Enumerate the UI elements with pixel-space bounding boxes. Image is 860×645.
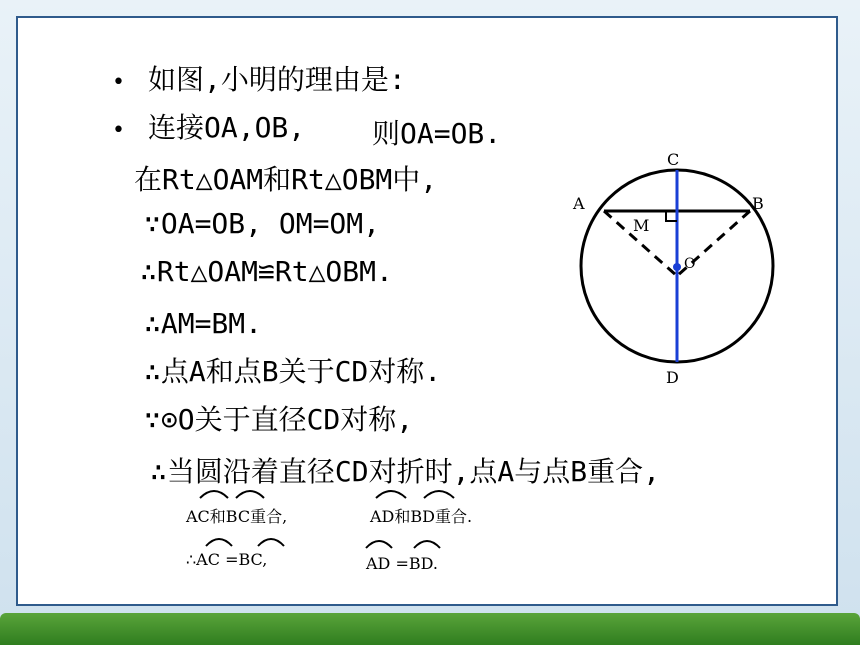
line-am-eq-bm: ∴AM=BM. <box>144 307 263 340</box>
line-connect: 连接OA,OB, <box>148 111 306 144</box>
line-congruent: ∴Rt△OAM≌Rt△OBM. <box>140 255 393 288</box>
arc-ac-eq-bc: ∴AC =BC, <box>186 550 268 569</box>
line-reason-intro: 如图,小明的理由是: <box>148 63 406 96</box>
center-dot <box>673 263 681 271</box>
label-b: B <box>752 194 764 213</box>
arc-ad-bd-coincide: AD和BD重合. <box>370 507 473 526</box>
arc-ad-eq-bd: AD =BD. <box>366 554 438 573</box>
line-because-equal: ∵OA=OB, OM=OM, <box>144 207 381 240</box>
arc-marks-row2-left <box>204 534 288 548</box>
label-c: C <box>667 150 680 169</box>
bullet-1: • <box>112 70 125 95</box>
bullet-2: • <box>112 118 125 143</box>
line-triangles: 在Rt△OAM和Rt△OBM中, <box>134 163 438 196</box>
line-symmetric-points: ∴点A和点B关于CD对称. <box>144 355 442 388</box>
line-fold-coincide: ∴当圆沿着直径CD对折时,点A与点B重合, <box>150 455 661 488</box>
arc-marks-row1-left <box>198 486 270 500</box>
arc-marks-row2-right <box>364 536 446 550</box>
arc-marks-row1-right <box>374 486 458 500</box>
line-oa-eq-ob: 则OA=OB. <box>372 117 502 150</box>
line-circle-symmetric: ∵⊙O关于直径CD对称, <box>144 403 414 436</box>
label-d: D <box>666 368 679 387</box>
arc-ac-bc-coincide: AC和BC重合, <box>186 507 288 526</box>
label-a: A <box>573 194 585 213</box>
bottom-bar <box>0 613 860 645</box>
label-o: O <box>684 256 696 272</box>
circle-figure <box>560 150 800 390</box>
label-m: M <box>633 216 650 235</box>
